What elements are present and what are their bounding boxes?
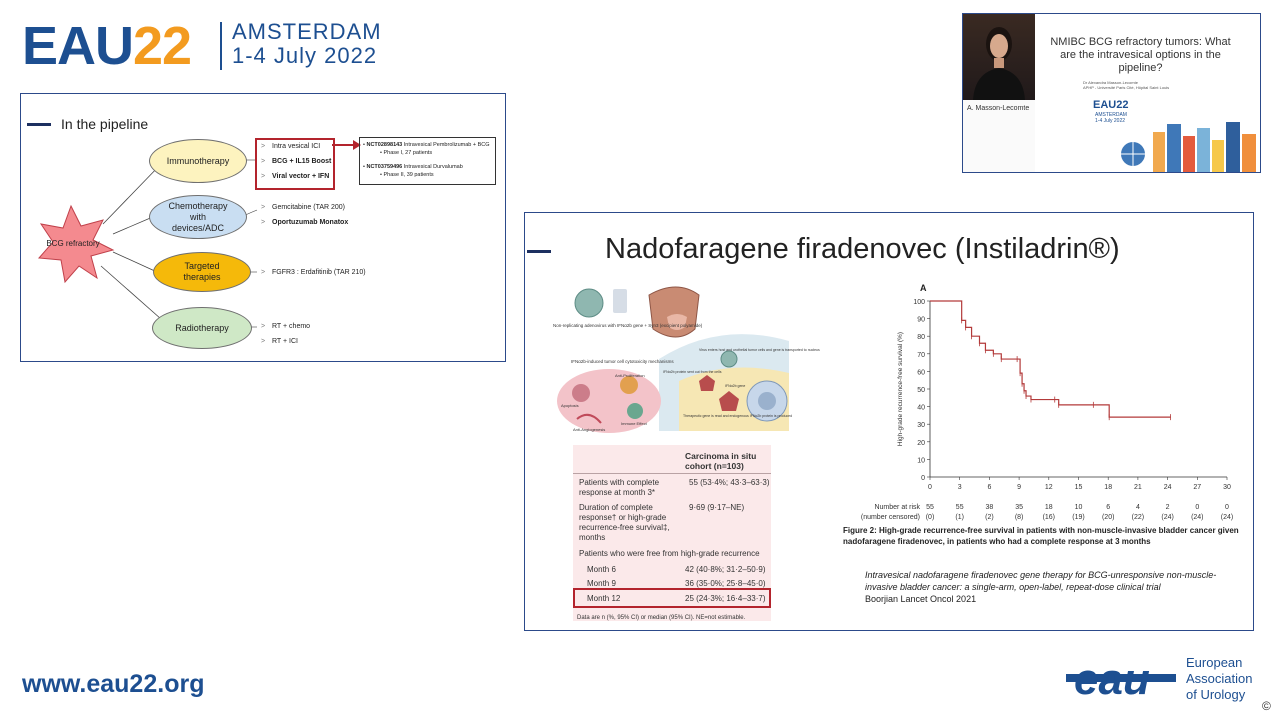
risk-count: 38 [985, 504, 994, 511]
node-radiotherapy: Radiotherapy [152, 307, 252, 349]
censored-count: (24) [1220, 514, 1234, 521]
risk-table-censored-label: (number censored) [860, 514, 920, 521]
label-gene: IFNα2b gene [725, 384, 746, 388]
node-chemotherapy: Chemotherapy with devices/ADC [149, 195, 247, 239]
km-survival-line [930, 301, 1171, 417]
immune-effect-icon [627, 403, 643, 419]
y-tick-label: 80 [917, 334, 925, 342]
node-targeted-therapies: Targeted therapies [153, 252, 251, 292]
trial-2: • NCT03759496 Intravesical Durvalumab [363, 164, 463, 170]
figure-caption: Figure 2: High-grade recurrence-free survival in patients with non-muscle-invasive bladder cancer given nadofaragene firadenovec, in patients who had a complete response at 3 months [843, 526, 1239, 546]
x-tick-label: 18 [1104, 484, 1113, 491]
table-row-value: 9·69 (9·17–NE) [689, 503, 745, 512]
pipeline-slide-title: In the pipeline [61, 116, 149, 132]
table-row-label: Duration of complete response† or high-grade recurrence-free survival‡, months [579, 503, 670, 542]
mini-author: Dr Alexandra Masson-Lecomte [1083, 80, 1138, 85]
table-footnote: Data are n (%, 95% CI) or median (95% CI). NE=not estimable. [577, 615, 746, 621]
month12-highlight [573, 588, 771, 608]
risk-count: 6 [1106, 504, 1111, 511]
table-row-label: Patients who were free from high-grade recurrence [579, 549, 760, 558]
y-tick-label: 50 [917, 387, 925, 394]
censored-count: (16) [1042, 514, 1056, 521]
eau-logo-text: eau [1074, 655, 1150, 704]
x-tick-label: 15 [1074, 484, 1083, 491]
presentation-title: NMIBC BCG refractory tumors: What are the intravesical options in the pipeline? [1050, 36, 1231, 74]
censored-count: (20) [1101, 514, 1115, 521]
citation-source: Boorjian Lancet Oncol 2021 [865, 594, 977, 604]
bcg-refractory-label: BCG refractory [46, 239, 100, 248]
city-label: AMSTERDAM [232, 19, 382, 44]
km-survival-chart [860, 277, 1245, 521]
x-tick-label: 0 [928, 484, 932, 491]
label-mechanisms: IFNα2b-induced tumor cell cytotoxicity mechanisms [571, 359, 674, 364]
table-header: Carcinoma in situ cohort (n=103) [685, 451, 757, 471]
table-row-label: Month 6 [587, 565, 616, 574]
x-tick-label: 27 [1193, 484, 1202, 491]
label-apoptosis: Apoptosis [561, 403, 579, 408]
eau-logo-icon [1066, 654, 1176, 702]
risk-count: 18 [1044, 504, 1053, 511]
option-gemcitabine: Gemcitabine (TAR 200) [272, 204, 346, 211]
label-protein: IFNα2b protein sent out from the cells [663, 370, 722, 374]
option-erdafitinib: FGFR3 : Erdafitinib (TAR 210) [272, 269, 366, 276]
citation-title: Intravesical nadofaragene firadenovec gene therapy for BCG-unresponsive non-muscle-invasive bladder cancer: a single-arm, open-label, repeat-dose clinical trial [865, 570, 1217, 592]
table-row-value: 55 (53·4%; 43·3–63·3) [689, 478, 770, 487]
pipeline-diagram-lines [21, 94, 505, 361]
footer-website-link[interactable]: www.eau22.org [22, 670, 205, 698]
trial-1: • NCT02898143 Intravesical Pembrolizumab + BCG [363, 142, 490, 148]
node-immunotherapy: Immunotherapy [149, 139, 247, 183]
x-tick-label: 3 [957, 484, 962, 491]
table-row-label: Patients with complete response at month 3* [579, 478, 660, 497]
option-viral-vector: Viral vector + IFN [272, 173, 330, 180]
mini-eau22-logo: EAU22 [1093, 99, 1129, 111]
instiladrin-slide [524, 212, 1254, 631]
label-vector: Non-replicating adenovirus with IFNα2b gene + Syn3 (excipient polyamide) [553, 323, 703, 328]
x-tick-label: 21 [1134, 484, 1142, 491]
eau-organization-name: European Association of Urology [1186, 655, 1253, 702]
y-tick-label: 40 [917, 404, 925, 412]
risk-count: 55 [926, 504, 934, 511]
y-tick-label: 90 [917, 316, 925, 324]
censored-count: (24) [1161, 514, 1174, 521]
y-tick-label: 0 [921, 475, 925, 482]
speaker-video-panel[interactable] [962, 13, 1261, 173]
risk-count: 55 [955, 504, 964, 511]
mini-city: AMSTERDAM [1095, 112, 1127, 118]
copyright-symbol: © [1262, 699, 1271, 713]
speaker-name: A. Masson-Lecomte [967, 105, 1030, 112]
censored-count: (0) [925, 514, 935, 521]
table-row-label: Month 9 [587, 579, 616, 588]
option-intravesical-ici: Intra vesical ICI [272, 143, 321, 150]
y-tick-label: 10 [917, 457, 925, 465]
mini-dates: 1-4 July 2022 [1095, 118, 1126, 124]
x-tick-label: 12 [1044, 484, 1053, 491]
table-row-value: 42 (40·8%; 31·2–50·9) [685, 565, 766, 574]
pipeline-slide: In the pipeline BCG refractory Immunotherapy Chemotherapy with devices/ADC Targeted therapies Radiotherapy Intra vesical ICI BCG + IL15 Boost Viral vector + IFN • NCT02898143 Intravesical Pembrolizumab + BCG • Phase I, 27 patients • NCT03759496 Intravesical Durvalumab • Phase II, 39 patients Gemcitabine (TAR 200) Oportuzumab Monatox FGFR3 : Erdafitinib (TAR 210) RT + chemo RT + ICI > > > > > > > > [20, 93, 506, 362]
risk-count: 0 [1195, 504, 1200, 511]
censored-count: (19) [1072, 514, 1085, 521]
speaker-video-feed [963, 14, 1035, 100]
speaker-silhouette-icon [963, 14, 1035, 100]
label-virus-enters: Virus enters host and urothelial tumor cells and gene is transported to nucleus [699, 348, 820, 352]
risk-table-label: Number at risk [874, 504, 920, 511]
y-tick-label: 20 [917, 439, 925, 447]
instiladrin-slide-title: Nadofaragene firadenovec (Instiladrin®) [605, 233, 1120, 265]
censored-count: (1) [955, 514, 964, 521]
x-tick-label: 9 [1017, 484, 1022, 491]
y-tick-label: 60 [917, 369, 925, 377]
apoptosis-cell-icon [572, 384, 590, 402]
y-tick-label: 100 [913, 299, 925, 306]
citation [865, 569, 1235, 605]
option-oportuzumab: Oportuzumab Monatox [272, 219, 349, 226]
label-antiangiogenesis: Anti-Angiogenesis [573, 427, 606, 432]
eau22-logo: EAU22 [22, 16, 192, 76]
x-tick-label: 6 [987, 484, 992, 491]
table-row-value: 36 (35·0%; 25·8–45·0) [685, 579, 766, 588]
trials-box: • NCT02898143 Intravesical Pembrolizumab + BCG • Phase I, 27 patients • NCT03759496 Intravesical Durvalumab • Phase II, 39 patients [359, 137, 496, 185]
censored-count: (2) [985, 514, 994, 521]
adenovirus-icon [575, 289, 603, 317]
speaker-caption [963, 100, 1035, 172]
risk-count: 10 [1074, 504, 1083, 511]
mechanism-illustration [549, 281, 820, 441]
censored-count: (22) [1131, 514, 1145, 521]
risk-count: 4 [1135, 504, 1140, 511]
label-immune-effect: Immune Effect [621, 421, 647, 426]
y-axis-label: High-grade recurrence-free survival (%) [897, 331, 904, 447]
risk-count: 35 [1015, 504, 1023, 511]
x-tick-label: 24 [1163, 484, 1172, 491]
dates-label: 1-4 July 2022 [232, 43, 378, 68]
option-rt-ici: RT + ICI [272, 338, 299, 345]
censored-count: (8) [1014, 514, 1024, 521]
risk-count: 0 [1225, 504, 1229, 511]
title-dash [527, 250, 551, 253]
antiproliferation-icon [620, 376, 638, 394]
table-row-value: 25 (24·3%; 16·4–33·7) [685, 594, 766, 603]
option-rt-chemo: RT + chemo [272, 323, 311, 330]
y-tick-label: 70 [917, 351, 925, 359]
risk-count: 2 [1165, 504, 1170, 511]
label-therapeutic-gene: Therapeutic gene is read and endogenous IFNα2b protein is produced [683, 414, 793, 418]
label-antiproliferation: Anti-Proliferation [615, 373, 645, 378]
amsterdam-illustration-icon [1113, 114, 1260, 172]
mini-affiliation: APHP - Université Paris Cité, Hôpital Saint Louis [1083, 85, 1170, 90]
censored-count: (24) [1191, 514, 1204, 521]
y-tick-label: 30 [917, 422, 925, 430]
option-bcg-il15: BCG + IL15 Boost [272, 158, 332, 165]
congress-location [232, 20, 382, 68]
chart-title: A [920, 283, 927, 293]
logo-separator [220, 22, 222, 70]
x-tick-label: 30 [1223, 484, 1231, 491]
table-row-label: Month 12 [587, 594, 621, 603]
